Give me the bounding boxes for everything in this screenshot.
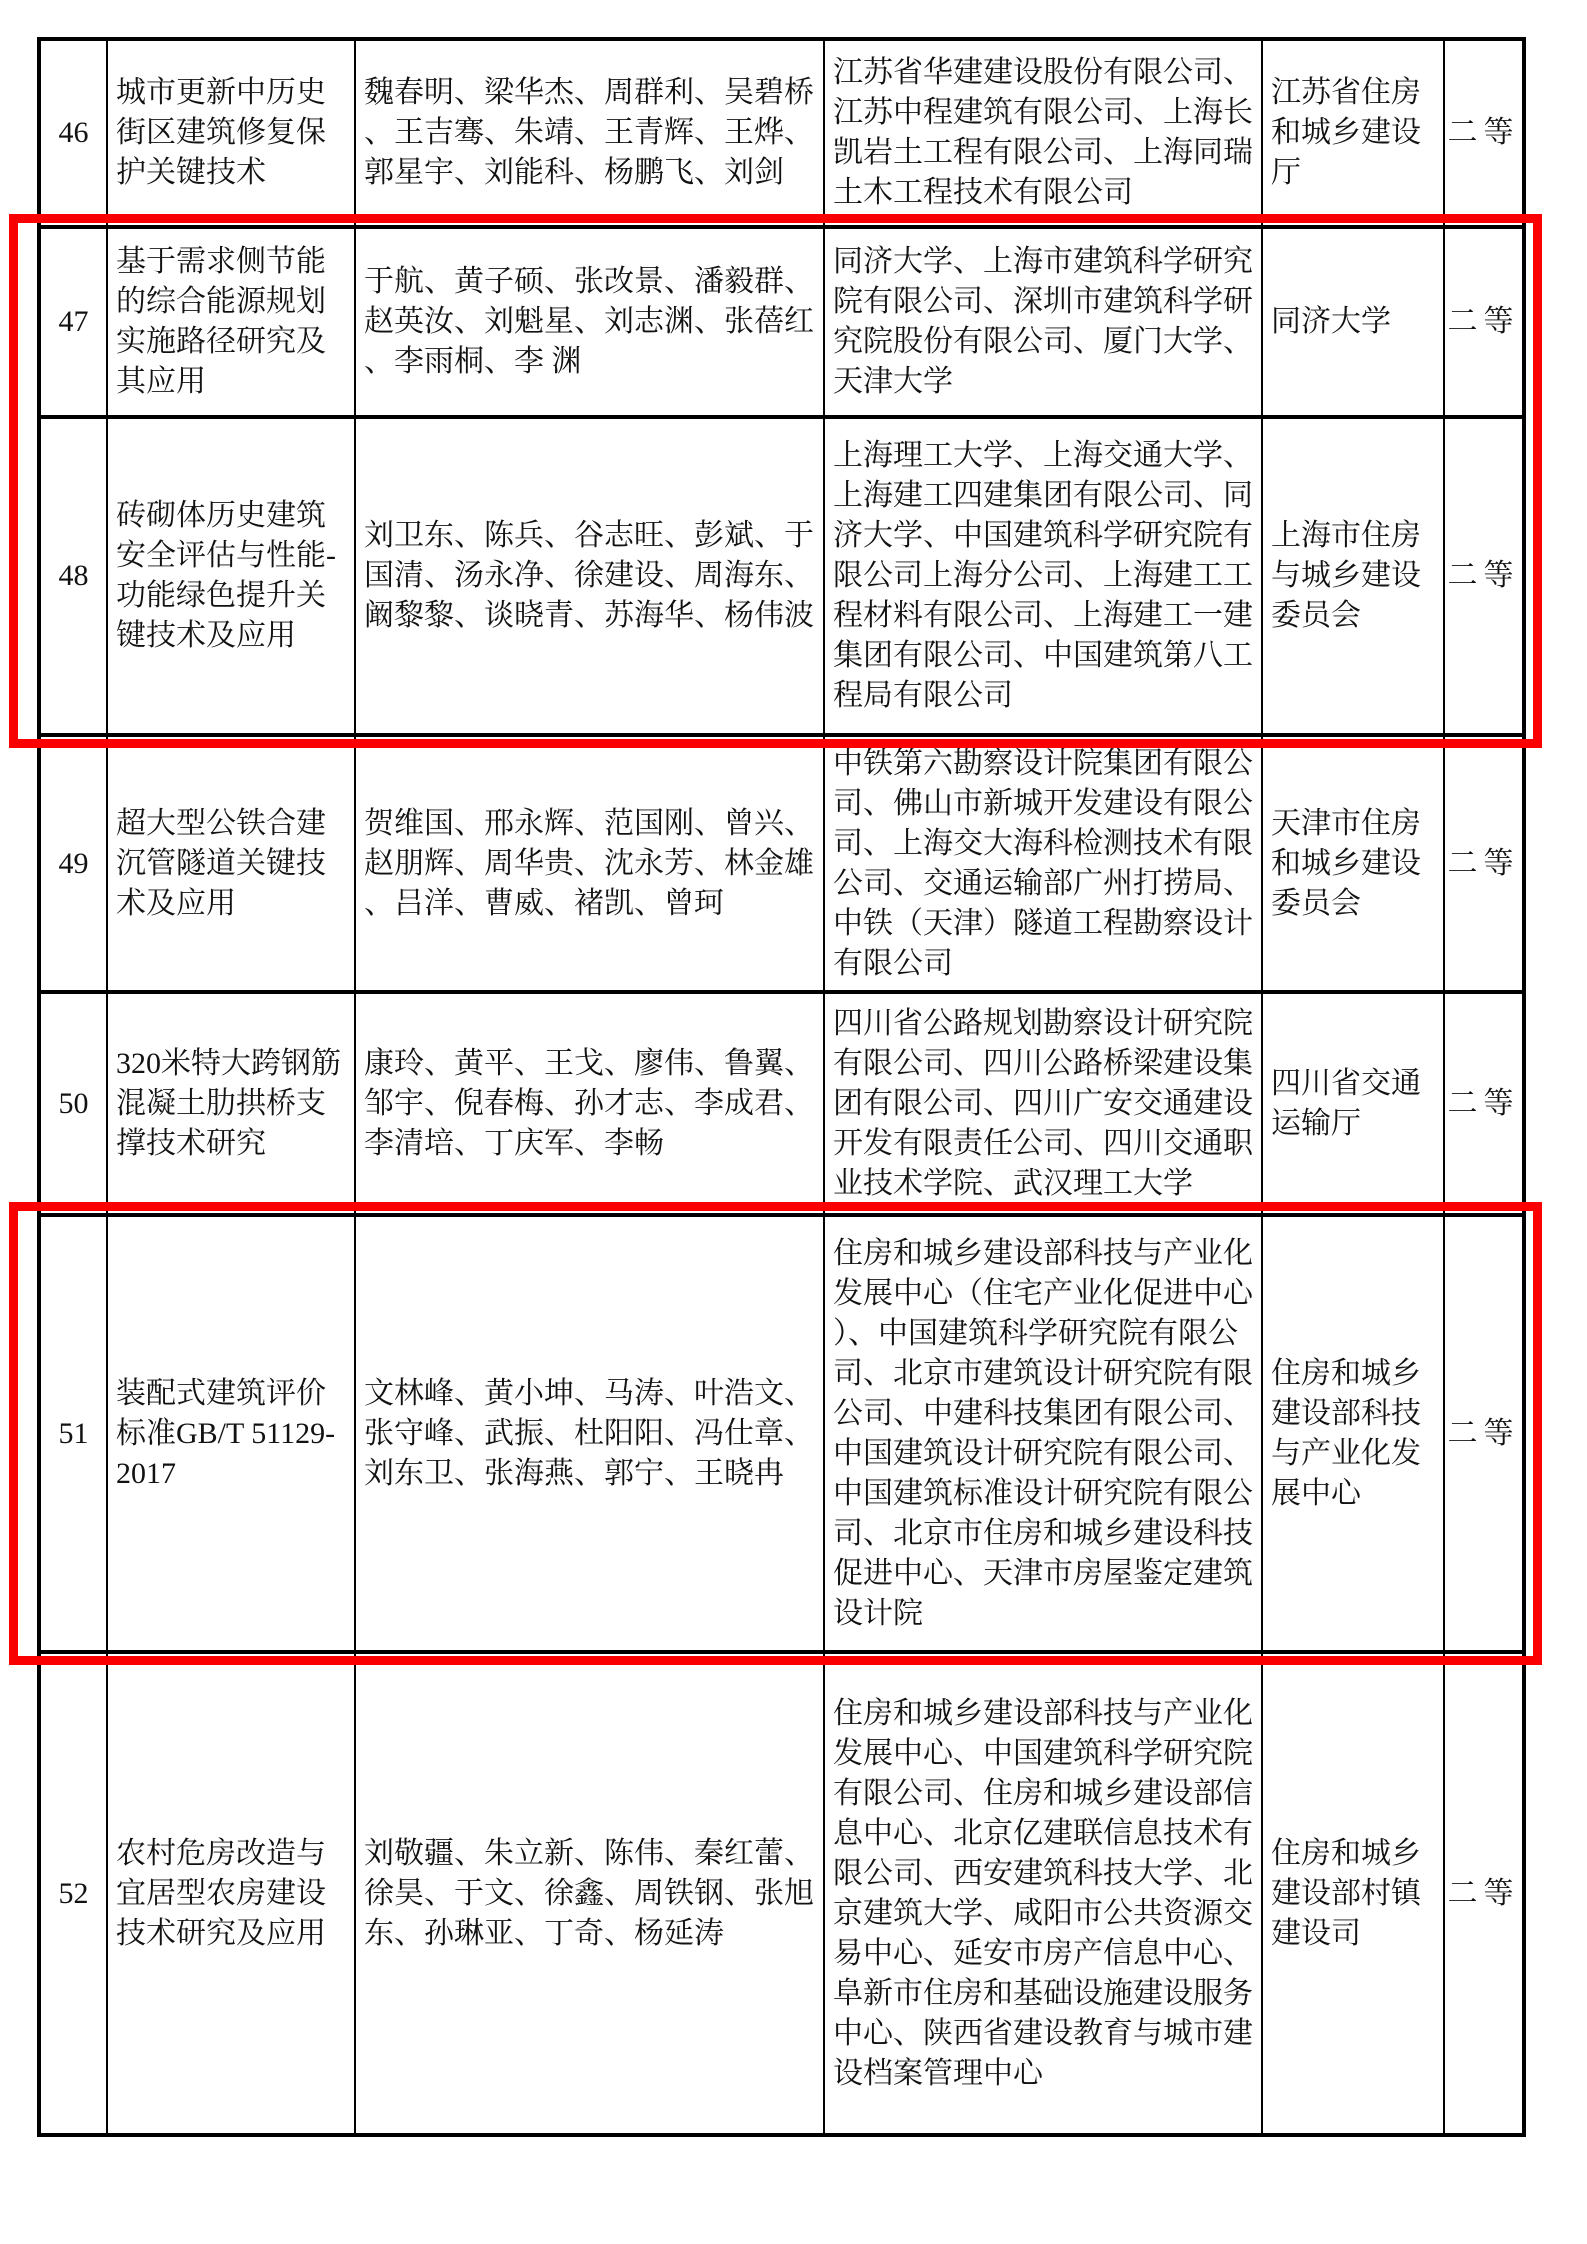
grade-cell: 二等 <box>1444 735 1524 992</box>
grade-cell: 二等 <box>1444 417 1524 735</box>
grade-cell: 二等 <box>1444 39 1524 227</box>
recommender-cell: 住房和城乡建设部村镇建设司 <box>1262 1652 1444 2135</box>
award-table <box>37 37 1526 2137</box>
table-row <box>39 1215 1524 1652</box>
row-number-cell: 49 <box>39 735 107 992</box>
table-row <box>39 735 1524 992</box>
organizations-cell: 四川省公路规划勘察设计研究院有限公司、四川公路桥梁建设集团有限公司、四川广安交通建设开发有限责任公司、四川交通职业技术学院、武汉理工大学 <box>824 992 1262 1215</box>
awardees-cell: 贺维国、邢永辉、范国刚、曾兴、赵朋辉、周华贵、沈永芳、林金雄、吕洋、曹威、褚凯、曾珂 <box>355 735 824 992</box>
project-title-cell: 砖砌体历史建筑安全评估与性能-功能绿色提升关键技术及应用 <box>107 417 355 735</box>
awardees-cell: 文林峰、黄小坤、马涛、叶浩文、张守峰、武振、杜阳阳、冯仕章、刘东卫、张海燕、郭宁、王晓冉 <box>355 1215 824 1652</box>
project-title-cell: 农村危房改造与宜居型农房建设技术研究及应用 <box>107 1652 355 2135</box>
project-title-cell: 城市更新中历史街区建筑修复保护关键技术 <box>107 39 355 227</box>
awardees-cell: 于航、黄子硕、张改景、潘毅群、赵英汝、刘魁星、刘志渊、张蓓红、李雨桐、李 渊 <box>355 227 824 417</box>
grade-cell: 二等 <box>1444 1215 1524 1652</box>
recommender-cell: 江苏省住房和城乡建设厅 <box>1262 39 1444 227</box>
table-row <box>39 417 1524 735</box>
row-number-cell: 51 <box>39 1215 107 1652</box>
recommender-cell: 上海市住房与城乡建设委员会 <box>1262 417 1444 735</box>
project-title-cell: 320米特大跨钢筋混凝土肋拱桥支撑技术研究 <box>107 992 355 1215</box>
awardees-cell: 魏春明、梁华杰、周群利、吴碧桥、王吉骞、朱靖、王青辉、王烨、郭星宇、刘能科、杨鹏飞、刘剑 <box>355 39 824 227</box>
row-number-cell: 47 <box>39 227 107 417</box>
grade-cell: 二等 <box>1444 1652 1524 2135</box>
organizations-cell: 住房和城乡建设部科技与产业化发展中心（住宅产业化促进中心）、中国建筑科学研究院有限公司、北京市建筑设计研究院有限公司、中建科技集团有限公司、中国建筑设计研究院有限公司、中国建筑标准设计研究院有限公司、北京市住房和城乡建设科技促进中心、天津市房屋鉴定建筑设计院 <box>824 1215 1262 1652</box>
project-title-cell: 基于需求侧节能的综合能源规划实施路径研究及其应用 <box>107 227 355 417</box>
recommender-cell: 同济大学 <box>1262 227 1444 417</box>
table-row <box>39 992 1524 1215</box>
organizations-cell: 住房和城乡建设部科技与产业化发展中心、中国建筑科学研究院有限公司、住房和城乡建设部信息中心、北京亿建联信息技术有限公司、西安建筑科技大学、北京建筑大学、咸阳市公共资源交易中心、延安市房产信息中心、阜新市住房和基础设施建设服务中心、陕西省建设教育与城市建设档案管理中心 <box>824 1652 1262 2135</box>
table-row <box>39 39 1524 227</box>
organizations-cell: 同济大学、上海市建筑科学研究院有限公司、深圳市建筑科学研究院股份有限公司、厦门大学、天津大学 <box>824 227 1262 417</box>
awardees-cell: 刘敬疆、朱立新、陈伟、秦红蕾、徐昊、于文、徐鑫、周铁钢、张旭东、孙琳亚、丁奇、杨延涛 <box>355 1652 824 2135</box>
project-title-cell: 超大型公铁合建沉管隧道关键技术及应用 <box>107 735 355 992</box>
table-row <box>39 227 1524 417</box>
organizations-cell: 江苏省华建建设股份有限公司、江苏中程建筑有限公司、上海长凯岩土工程有限公司、上海同瑞土木工程技术有限公司 <box>824 39 1262 227</box>
awardees-cell: 康玲、黄平、王戈、廖伟、鲁翼、邹宇、倪春梅、孙才志、李成君、李清培、丁庆军、李畅 <box>355 992 824 1215</box>
recommender-cell: 四川省交通运输厅 <box>1262 992 1444 1215</box>
grade-cell: 二等 <box>1444 227 1524 417</box>
recommender-cell: 天津市住房和城乡建设委员会 <box>1262 735 1444 992</box>
table-row <box>39 1652 1524 2135</box>
organizations-cell: 中铁第六勘察设计院集团有限公司、佛山市新城开发建设有限公司、上海交大海科检测技术有限公司、交通运输部广州打捞局、中铁（天津）隧道工程勘察设计有限公司 <box>824 735 1262 992</box>
row-number-cell: 50 <box>39 992 107 1215</box>
row-number-cell: 46 <box>39 39 107 227</box>
awardees-cell: 刘卫东、陈兵、谷志旺、彭斌、于国清、汤永净、徐建设、周海东、阚黎黎、谈晓青、苏海华、杨伟波 <box>355 417 824 735</box>
row-number-cell: 48 <box>39 417 107 735</box>
recommender-cell: 住房和城乡建设部科技与产业化发展中心 <box>1262 1215 1444 1652</box>
grade-cell: 二等 <box>1444 992 1524 1215</box>
project-title-cell: 装配式建筑评价标准GB/T 51129-2017 <box>107 1215 355 1652</box>
organizations-cell: 上海理工大学、上海交通大学、上海建工四建集团有限公司、同济大学、中国建筑科学研究院有限公司上海分公司、上海建工工程材料有限公司、上海建工一建集团有限公司、中国建筑第八工程局有限公司 <box>824 417 1262 735</box>
row-number-cell: 52 <box>39 1652 107 2135</box>
